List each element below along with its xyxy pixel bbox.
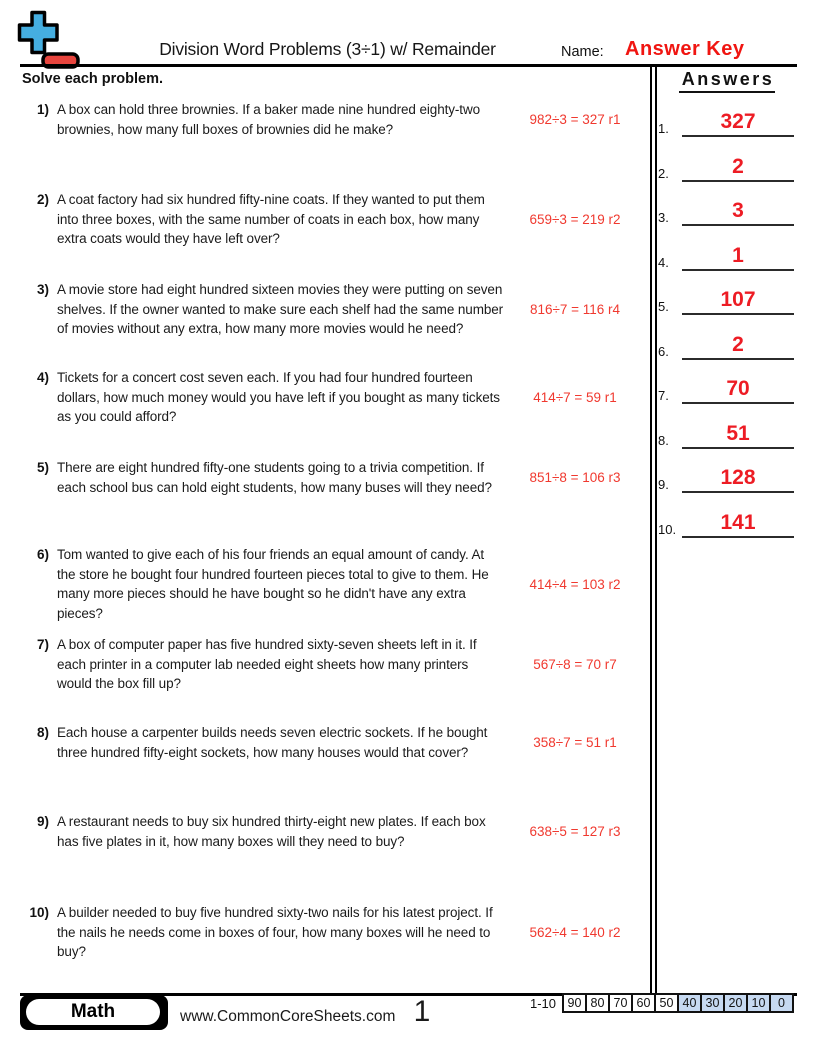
- problem-text: A coat factory had six hundred fifty-nine coats. If they wanted to put them into three boxes, with the same number of coats in each box, how many extra coats would they have left over?: [57, 192, 485, 246]
- answer-item-10: [650, 504, 797, 538]
- problem-equation: 816÷7 = 116 r4: [529, 301, 621, 317]
- score-box-0: 0: [769, 993, 794, 1013]
- problem-number: 7): [36, 637, 49, 652]
- problem-text: Each house a carpenter builds needs seven electric sockets. If he bought three hundred fifty-eight sockets, how many houses would that cover?: [57, 725, 488, 760]
- problem-number: 3): [36, 282, 49, 297]
- answer-value: 2: [682, 333, 794, 360]
- answer-number: 1.: [658, 121, 669, 136]
- problem-row-4: [20, 368, 646, 427]
- website-url: www.CommonCoreSheets.com: [180, 1008, 396, 1025]
- problem-equation: 982÷3 = 327 r1: [529, 112, 621, 127]
- problem-text: A builder needed to buy five hundred sixty-two nails for his latest project. If the nails he needs come in boxes of four, how many boxes will he need to buy?: [57, 905, 493, 959]
- problem-row-10: [20, 903, 646, 962]
- score-box-90: 90: [562, 993, 587, 1013]
- answer-item-4: [650, 237, 797, 271]
- subject-badge: [20, 995, 168, 1030]
- problem-row-7: [20, 635, 646, 694]
- score-box-60: 60: [631, 993, 656, 1013]
- answer-value: 107: [682, 288, 794, 315]
- problem-equation: 414÷7 = 59 r1: [533, 389, 617, 405]
- answer-item-9: [650, 459, 797, 493]
- problem-row-6: [20, 545, 646, 623]
- answer-item-6: [650, 326, 797, 360]
- problem-number: 1): [36, 102, 49, 117]
- answer-number: 8.: [658, 433, 669, 448]
- problem-equation: 659÷3 = 219 r2: [529, 211, 621, 227]
- score-box-70: 70: [608, 993, 633, 1013]
- answer-number: 3.: [658, 210, 669, 225]
- page-title: Division Word Problems (3÷1) w/ Remainder: [159, 39, 496, 59]
- answer-number: 7.: [658, 388, 669, 403]
- answer-number: 2.: [658, 166, 669, 181]
- problem-number: 4): [36, 370, 49, 385]
- subject-badge-label: Math: [26, 999, 160, 1025]
- score-box-80: 80: [585, 993, 610, 1013]
- problem-equation: 851÷8 = 106 r3: [529, 470, 621, 485]
- score-box-10: 10: [746, 993, 771, 1013]
- problem-row-2: [20, 190, 646, 249]
- answer-item-2: [650, 148, 797, 182]
- problem-text: A movie store had eight hundred sixteen movies they were putting on seven shelves. If the owner wanted to make sure each shelf had the same number of movies without any extra, how many more movies would he need?: [57, 282, 504, 336]
- problem-equation: 638÷5 = 127 r3: [529, 824, 621, 839]
- answer-number: 6.: [658, 344, 669, 359]
- answer-number: 9.: [658, 477, 669, 492]
- answer-number: 5.: [658, 299, 669, 314]
- answer-item-8: [650, 415, 797, 449]
- problem-text: A box of computer paper has five hundred sixty-seven sheets left in it. If each printer in a computer lab needed eight sheets how many printers would the box fill up?: [57, 637, 477, 691]
- answer-value: 51: [682, 422, 794, 449]
- problem-number: 2): [36, 192, 49, 207]
- answer-item-7: [650, 370, 797, 404]
- problem-number: 9): [36, 814, 49, 829]
- problem-number: 8): [36, 725, 49, 740]
- problem-text: A box can hold three brownies. If a baker made nine hundred eighty-two brownies, how many full boxes of brownies did he make?: [57, 102, 481, 137]
- answers-panel-title: Answers: [657, 69, 797, 93]
- problem-row-8: [20, 723, 646, 762]
- answer-value: 141: [682, 511, 794, 538]
- problem-number: 6): [36, 547, 49, 562]
- problem-equation: 562÷4 = 140 r2: [529, 924, 621, 940]
- answer-value: 327: [682, 110, 794, 137]
- score-box-20: 20: [723, 993, 748, 1013]
- answer-item-1: [650, 103, 797, 137]
- problem-row-5: [20, 458, 646, 497]
- problem-number: 10): [29, 905, 49, 920]
- problem-text: Tickets for a concert cost seven each. If you had four hundred fourteen dollars, how much money would you have left if you bought as many tickets as you could afford?: [57, 370, 500, 424]
- problem-number: 5): [36, 460, 49, 475]
- instructions-text: Solve each problem.: [22, 71, 164, 87]
- answer-value: 1: [682, 244, 794, 271]
- answer-value: 2: [682, 155, 794, 182]
- header-divider-line: [20, 64, 797, 67]
- answer-number: 10.: [658, 522, 677, 537]
- problem-equation: 567÷8 = 70 r7: [533, 656, 617, 672]
- problem-text: A restaurant needs to buy six hundred thirty-eight new plates. If each box has five plates in it, how many boxes will they need to buy?: [57, 814, 486, 849]
- problem-row-3: [20, 280, 646, 339]
- score-box-40: 40: [677, 993, 702, 1013]
- answer-value: 3: [682, 199, 794, 226]
- score-box-30: 30: [700, 993, 725, 1013]
- answer-value: 70: [682, 377, 794, 404]
- answer-item-3: [650, 192, 797, 226]
- answer-value: 128: [682, 466, 794, 493]
- answer-key-text: Answer Key: [625, 38, 745, 60]
- score-range-label: 1-10: [529, 996, 556, 1011]
- problem-row-1: [20, 100, 646, 139]
- answer-number: 4.: [658, 255, 669, 270]
- page-number: 1: [413, 995, 431, 1028]
- problem-equation: 414÷4 = 103 r2: [529, 576, 621, 592]
- problem-equation: 358÷7 = 51 r1: [533, 735, 617, 750]
- problem-text: There are eight hundred fifty-one students going to a trivia competition. If each school bus can hold eight students, how many buses will they need?: [57, 460, 492, 495]
- score-box-50: 50: [654, 993, 679, 1013]
- problem-text: Tom wanted to give each of his four friends an equal amount of candy. At the store he bought four hundred fourteen pieces total to give to them. He many more pieces should he have bought so he didn't have any extra pieces?: [57, 547, 489, 621]
- name-label: Name:: [561, 44, 604, 60]
- score-grid: [562, 993, 794, 1013]
- problem-row-9: [20, 812, 646, 851]
- answer-item-5: [650, 281, 797, 315]
